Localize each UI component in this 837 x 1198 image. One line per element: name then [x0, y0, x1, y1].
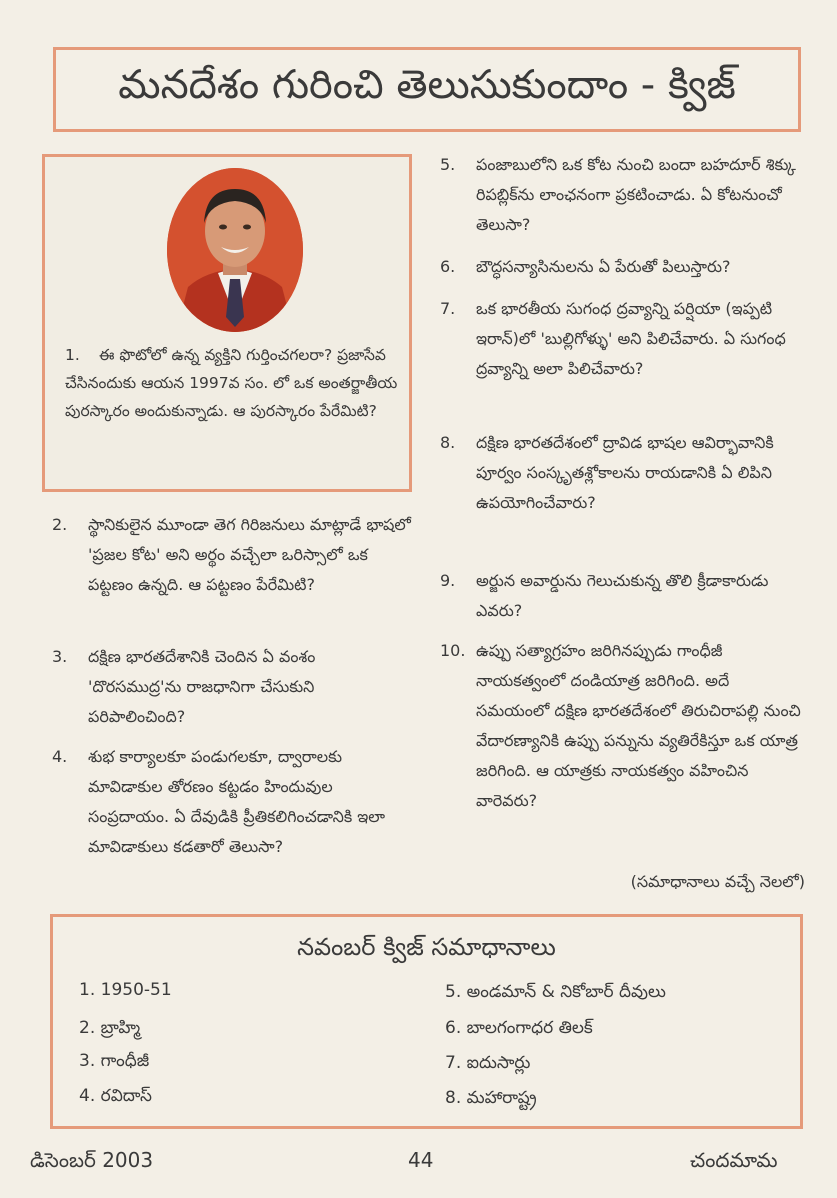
answers-title: నవంబర్ క్విజ్ సమాధానాలు	[297, 933, 556, 961]
question-text: శుభ కార్యాలకూ పండుగలకూ, ద్వారాలకు మావిడాకుల తోరణం కట్టడం హిందువుల సంప్రదాయం. ఏ దేవుడికి ప్రీతికలిగించడానికి ఇలా మావిడాకులు కడతారో తెలుసా?	[88, 747, 386, 856]
question-9	[440, 566, 805, 626]
question-number: 3.	[52, 647, 68, 666]
answers-next-month-note: (సమాధానాలు వచ్చే నెలలో)	[630, 872, 805, 891]
question-6	[440, 252, 805, 282]
question-text: పంజాబులోని ఒక కోట నుంచి బందా బహదూర్ శిక్కు రిపబ్లిక్‌ను లాంఛనంగా ప్రకటించాడు. ఏ కోటనుంచో తెలుసా?	[476, 155, 796, 234]
question-text: ఒక భారతీయ సుగంధ ద్రవ్యాన్ని పర్షియా (ఇప్పటి ఇరాన్)లో 'బుల్లిగోళ్ళు' అని పిలిచేవారు. ఏ సుగంధ ద్రవ్యాన్ని అలా పిలిచేవారు?	[476, 299, 786, 378]
question-3	[52, 642, 412, 732]
question-number: 10.	[440, 641, 466, 660]
question-text: ఈ ఫొటోలో ఉన్న వ్యక్తిని గుర్తించగలరా? ప్రజాసేవ చేసినందుకు ఆయన 1997వ సం. లో ఒక అంతర్జాతీయ పురస్కారం అందుకున్నాడు. ఆ పురస్కారం పేరేమిటి?	[65, 346, 398, 420]
question-10	[440, 636, 805, 816]
answers-box	[50, 914, 803, 1129]
question-text: దక్షిణ భారతదేశానికి చెందిన ఏ వంశం 'దొరసముద్ర'ను రాజధానిగా చేసుకుని పరిపాలించింది?	[88, 647, 316, 726]
question-7	[440, 294, 805, 384]
question-number: 4.	[52, 747, 68, 766]
answer-item: 1. 1950-51	[79, 980, 172, 1000]
footer-date: డిసెంబర్ 2003	[30, 1148, 154, 1172]
answer-item: 5. అండమాన్ & నికోబార్ దీవులు	[445, 982, 666, 1002]
question-text: స్థానికులైన మూండా తెగ గిరిజనులు మాట్లాడే భాషలో 'ప్రజల కోట' అని అర్థం వచ్చేలా ఒరిస్సాలో ఒక పట్టణం ఉన్నది. ఆ పట్టణం పేరేమిటి?	[88, 515, 411, 594]
question-number: 2.	[52, 515, 68, 534]
answer-item: 4. రవిదాస్	[79, 1086, 152, 1106]
answer-item: 8. మహారాష్ట్ర	[445, 1088, 537, 1108]
question-text: ఉప్పు సత్యాగ్రహం జరిగినప్పుడు గాంధీజీ నాయకత్వంలో దండియాత్ర జరిగింది. అదే సమయంలో దక్షిణ భారతదేశంలో తిరుచిరాపల్లి నుంచి వేదారణ్యానికి ఉప్పు పన్నును వ్యతిరేకిస్తూ ఒక యాత్ర జరిగింది. ఆ యాత్రకు నాయకత్వం వహించిన వారెవరు?	[476, 641, 801, 810]
photo-question-box	[42, 154, 412, 492]
question-number: 9.	[440, 571, 456, 590]
portrait-photo	[166, 167, 304, 333]
page-number: 44	[408, 1148, 434, 1172]
question-1	[65, 341, 403, 425]
question-number: 6.	[440, 257, 456, 276]
answer-item: 7. ఐదుసార్లు	[445, 1053, 531, 1073]
magazine-name: చందమామ	[690, 1148, 778, 1172]
question-8	[440, 428, 805, 518]
question-number: 1.	[65, 346, 80, 364]
question-number: 8.	[440, 433, 456, 452]
question-text: అర్జున అవార్డును గెలుచుకున్న తొలి క్రీడాకారుడు ఎవరు?	[476, 571, 769, 620]
question-text: దక్షిణ భారతదేశంలో ద్రావిడ భాషల ఆవిర్భావానికి పూర్వం సంస్కృతశ్లోకాలను రాయడానికి ఏ లిపిని ఉపయోగించేవారు?	[476, 433, 774, 512]
answer-item: 6. బాలగంగాధర తిలక్	[445, 1018, 593, 1038]
answer-item: 2. బ్రాహ్మి	[79, 1018, 141, 1038]
question-number: 5.	[440, 155, 456, 174]
question-5	[440, 150, 805, 240]
question-number: 7.	[440, 299, 456, 318]
question-text: బౌద్ధసన్యాసినులను ఏ పేరుతో పిలుస్తారు?	[476, 257, 731, 276]
question-4	[52, 742, 412, 862]
quiz-title-text: మనదేశం గురించి తెలుసుకుందాం - క్విజ్	[118, 61, 736, 108]
question-2	[52, 510, 412, 600]
answer-item: 3. గాంధీజీ	[79, 1051, 150, 1071]
quiz-title	[53, 47, 801, 132]
